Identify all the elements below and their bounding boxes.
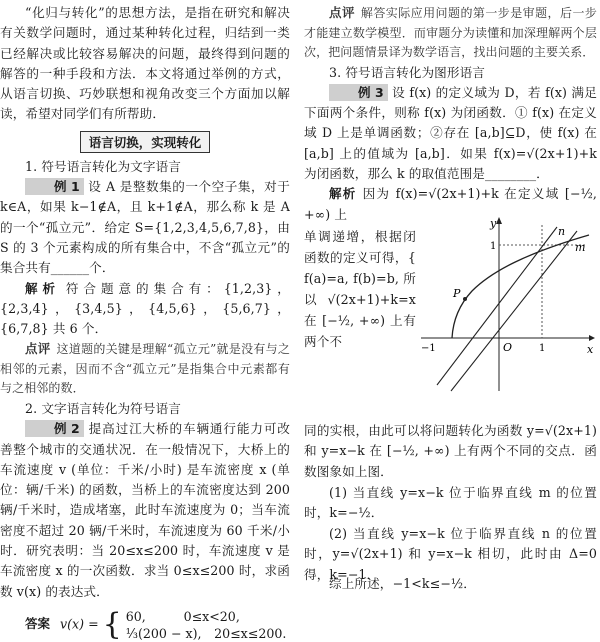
comment-2 [304,3,597,63]
label-1-x: 1 [539,343,546,354]
x-axis-arrow-icon [589,335,595,341]
line-n [437,227,557,385]
figure-svg [417,215,595,395]
answer-case-1: 60, 0≤x<20, [125,608,240,624]
sqrt-curve [452,235,589,338]
analysis-3-head-text: 因为 f(x)=√(2x+1)+k 在定义域 [−½, +∞) 上 [304,186,597,222]
comment-2-label: 点评 [329,5,355,20]
comment-2-text: 解答实际应用问题的第一步是审题，后一步才能建立数学模型．而审题分为读懂和加深理解两个层次，把问题情景译为数学语言，找出问题的主要关系． [304,6,597,59]
point-p [463,297,467,301]
comment-1 [0,339,290,399]
comment-1-label: 点评 [25,341,51,357]
analysis-3-float [304,226,416,352]
case-1: (1) 当直线 y=x−k 位于临界直线 m 的位置时，k=−½． [304,485,597,521]
section-heading [0,131,290,153]
example-1 [0,177,290,278]
subsection-2: 2. 文字语言转化为符号语言 [25,400,181,416]
analysis-1-text: 符合题意的集合有：{1,2,3}，{2,3,4}，{3,4,5}，{4,5,6}，{5,6,7}，{6,7,8} 共 6 个． [0,280,290,337]
example-2 [0,419,290,602]
subsection-3: 3. 符号语言转化为图形语言 [329,64,485,80]
subsection-1: 1. 符号语言转化为文字语言 [25,158,181,174]
section-title: 语言切换，实现转化 [80,131,211,153]
answer-lhs: v(x) = [60,616,99,632]
label-m: m [575,241,586,254]
label-neg-1: −1 [421,343,436,354]
analysis-1 [0,279,290,340]
analysis-3-rest: 同的实根，由此可以将问题转化为函数 y=√(2x+1) 和 y=x−k 在 [−½, +∞) 上有两个不同的交点．函数图象如上图． [304,423,597,479]
label-p: P [453,287,461,300]
function-figure [417,215,595,395]
line-m [451,231,577,391]
y-axis-arrow-icon [496,217,502,224]
left-column [0,0,290,642]
analysis-1-label: 解析 [25,280,60,296]
analysis-3-float-text: 单调递增，根据闭函数的定义可得，{ f(a)=a, f(b)=b, 所以 √(2x+1)+k=x 在 [−½, +∞) 上有两个不 [304,229,416,349]
answer-case-2: ⅓(200 − x), 20≤x≤200. [125,625,287,641]
example-2-tag: 例 2 [25,420,84,437]
analysis-3-label: 解析 [329,186,357,202]
label-x: x [587,343,594,356]
example-3-tag: 例 3 [329,84,388,101]
label-y: y [490,217,497,230]
example-1-text: 设 A 是整数集的一个空子集，对于 k∈A，如果 k−1∉A，且 k+1∉A，那么称 k 是 A 的一个“孤立元”．给定 S={1,2,3,4,5,6,7,8}，由 S 的 3 个元素构成的所有集合中，不含“孤立元”的集合共有______个． [0,179,290,276]
case-2: (2) 当直线 y=x−k 位于临界直线 n 的位置时，y=√(2x+1) 和 y=x−k 相切，此时由 Δ=0 得，k=−1． [304,526,597,582]
right-column [304,0,597,591]
answer-label: 答案 [25,616,51,632]
label-1-y: 1 [490,241,497,252]
answer-block [0,608,290,642]
comment-1-text: 这道题的关键是理解“孤立元”就是没有与之相邻的元素，因而不含“孤立元”是指集合中元素都有与之相邻的数． [0,342,290,396]
conclusion: 综上所述，−1<k≤−½． [329,576,476,591]
example-3-text: 设 f(x) 的定义域为 D，若 f(x) 满足下面两个条件，则称 f(x) 为闭函数．① f(x) 在定义域 D 上是单调函数；②存在 [a,b]⊆D，使 f(x) 在 [a,b] 上的值域为 [a,b]．如果 f(x)=√(2x+1)+k 为闭函数，那么 k 的取值范围是________． [304,84,597,181]
label-n: n [558,225,566,238]
example-1-tag: 例 1 [25,178,84,195]
answer-cases [126,608,287,642]
example-3 [304,83,597,184]
brace-icon: { [102,606,122,642]
intro-paragraph: “化归与转化”的思想方法，是指在研究和解决有关数学问题时，通过某种转化过程，归结到一类已经解决或比较容易解决的问题，最终得到问题的解答的一种手段和方法．本文将通过举例的方式，从语言切换、巧妙联想和视角改变三个方面加以解读，希望对同学们有所帮助． [0,5,290,122]
label-o: O [503,341,513,354]
example-2-text: 提高过江大桥的车辆通行能力可改善整个城市的交通状况．在一般情况下，大桥上的车流速度 v (单位：千米/小时) 是车流密度 x (单位：辆/千米) 的函数，当桥上的车流密度达到 200 辆/千米时，造成堵塞，此时车流速度为 0；当车流密度不超过 20 辆/千米时，车流速度为 60 千米/小时．研究表明：当 20≤x≤200 时，车流速度 v 是车流密度 x 的一次函数．求当 0≤x≤200 时，求函数 v(x) 的表达式． [0,421,290,599]
